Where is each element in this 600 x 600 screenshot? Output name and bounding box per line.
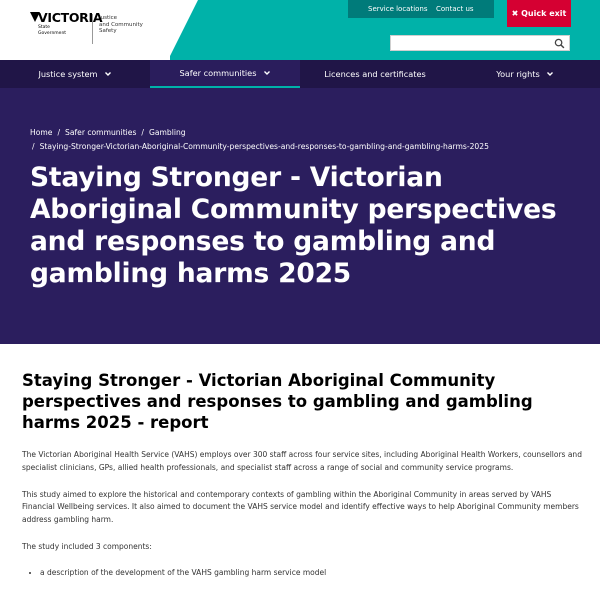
- search-field[interactable]: [390, 35, 570, 51]
- service-locations-link[interactable]: Service locations: [368, 5, 428, 13]
- chevron-down-icon: [263, 69, 271, 77]
- page-title: Staying Stronger - Victorian Aboriginal Community perspectives and responses to gambling and gambling harms 2025: [30, 162, 557, 289]
- dept-line-3: Safety: [99, 28, 117, 34]
- nav-item-label: Safer communities: [179, 68, 257, 78]
- utility-nav: [348, 0, 494, 18]
- logo-department: [99, 12, 143, 35]
- nav-item-label: Licences and certificates: [324, 69, 426, 79]
- breadcrumb: [30, 126, 570, 154]
- breadcrumb-separator: /: [141, 128, 144, 137]
- breadcrumb-home[interactable]: Home: [30, 128, 53, 137]
- list-item: • a description of the development of the VAHS gambling harm service model: [40, 567, 578, 579]
- nav-item-label: Your rights: [496, 69, 540, 79]
- contact-us-link[interactable]: Contact us: [436, 5, 474, 13]
- quick-exit-button[interactable]: ✖ Quick exit: [507, 0, 571, 27]
- nav-item-justice-system[interactable]: [0, 60, 150, 88]
- paragraph-1: The Victorian Aboriginal Health Service (VAHS) employs over 300 staff across four service sites, including Aboriginal Health Workers, counsellors and specialist clinicians, GPs, allied health professionals, and specialist staff across a range of social and community service programs.: [22, 450, 582, 472]
- logo-subtext-2: Government: [38, 31, 67, 36]
- logo-subtext-1: State: [38, 25, 50, 30]
- components-list: [22, 567, 578, 579]
- breadcrumb-separator: /: [32, 142, 35, 151]
- nav-item-label: Justice system: [38, 69, 98, 79]
- dept-line-2: and Community: [99, 21, 143, 28]
- dept-line-1: Justice: [99, 15, 118, 21]
- search-icon[interactable]: [554, 38, 565, 49]
- report-title: Staying Stronger - Victorian Aboriginal Community perspectives and responses to gambling and gambling harms 2025 - report: [22, 371, 533, 432]
- nav-item-safer-communities[interactable]: [150, 60, 300, 88]
- breadcrumb-safer-communities[interactable]: Safer communities: [65, 128, 137, 137]
- breadcrumb-gambling[interactable]: Gambling: [148, 128, 186, 137]
- chevron-down-icon: [104, 70, 112, 78]
- header-diagonal: [168, 0, 198, 60]
- site-header: [0, 0, 600, 60]
- logo-wordmark: VICTORIA: [38, 10, 103, 25]
- nav-item-licences[interactable]: [300, 60, 450, 88]
- victoria-logo-mark: [30, 10, 103, 46]
- nav-item-your-rights[interactable]: [450, 60, 600, 88]
- chevron-down-icon: [546, 70, 554, 78]
- breadcrumb-current: Staying-Stronger-Victorian-Aboriginal-Community-perspectives-and-responses-to-gambling-and-gambling-harms-2025: [39, 142, 489, 151]
- main-content: [0, 344, 600, 579]
- main-nav: [0, 60, 600, 88]
- paragraph-2: This study aimed to explore the historical and contemporary contexts of gambling within the Aboriginal Community in areas served by VAHS Financial Wellbeing services. It also aimed to document the VAHS service model and identify effective ways to help Aboriginal Community members address gambling harm.: [22, 489, 579, 525]
- page-hero: [0, 88, 600, 344]
- paragraph-3: The study included 3 components:: [22, 541, 152, 551]
- search-input[interactable]: [391, 42, 541, 56]
- victoria-government-logo[interactable]: [30, 12, 143, 48]
- breadcrumb-separator: /: [57, 128, 60, 137]
